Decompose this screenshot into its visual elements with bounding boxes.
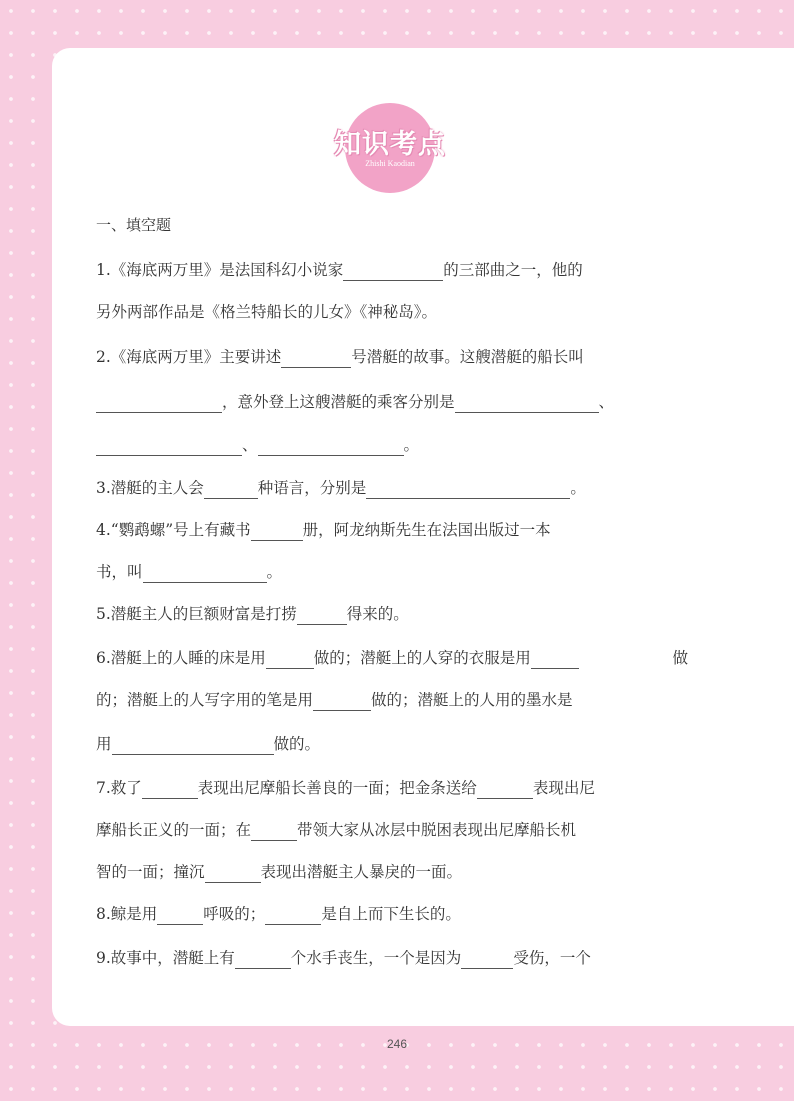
question-7-line-3: 智的一面；撞沉 表现出潜艇主人暴戾的一面。 [96, 863, 463, 881]
blank-field[interactable] [313, 692, 371, 711]
question-4-line-1: 4.“鹦鹉螺”号上有藏书 册，阿龙纳斯先生在法国出版过一本 [96, 521, 551, 539]
blank-field[interactable] [235, 950, 291, 969]
blank-field[interactable] [477, 780, 533, 799]
question-2-line-3: 、 。 [96, 431, 688, 459]
blank-field[interactable] [143, 564, 267, 583]
question-8: 8.鲸是用 呼吸的； 是自上而下生长的。 [96, 905, 461, 923]
question-3: 3.潜艇的主人会 种语言，分别是 。 [96, 479, 586, 497]
question-2-line-2: ，意外登上这艘潜艇的乘客分别是 、 [96, 388, 688, 416]
question-1-line-1: 1.《海底两万里》是法国科幻小说家 的三部曲之一，他的 [96, 261, 583, 279]
question-6-line-1: 6.潜艇上的人睡的床是用 做的；潜艇上的人穿的衣服是用 做 [96, 649, 688, 667]
blank-field[interactable] [343, 262, 443, 281]
badge-subtitle: Zhishi Kaodian [365, 159, 415, 168]
question-6-line-2: 的；潜艇上的人写字用的笔是用 做的；潜艇上的人用的墨水是 [96, 691, 573, 709]
question-7-line-2: 摩船长正义的一面；在 带领大家从冰层中脱困表现出尼摩船长机 [96, 821, 577, 839]
blank-field[interactable] [461, 950, 513, 969]
blank-field[interactable] [455, 394, 599, 413]
blank-field[interactable] [251, 822, 297, 841]
badge-title: 知识考点 [334, 129, 446, 160]
section-heading: 一、填空题 [96, 216, 172, 234]
page-number: 246 [386, 1037, 408, 1051]
blank-field[interactable] [96, 394, 222, 413]
blank-field[interactable] [258, 437, 404, 456]
blank-field[interactable] [366, 480, 570, 499]
blank-field[interactable] [251, 522, 303, 541]
blank-field[interactable] [157, 906, 203, 925]
blank-field[interactable] [96, 437, 242, 456]
blank-field[interactable] [142, 780, 198, 799]
question-4-line-2: 书，叫 。 [96, 563, 283, 581]
blank-field[interactable] [297, 606, 347, 625]
question-2-line-1: 2.《海底两万里》主要讲述 号潜艇的故事。这艘潜艇的船长叫 [96, 348, 584, 366]
blank-field[interactable] [265, 906, 321, 925]
question-7-line-1: 7.救了 表现出尼摩船长善良的一面；把金条送给 表现出尼 [96, 779, 595, 797]
blank-field[interactable] [281, 349, 351, 368]
blank-field[interactable] [112, 736, 274, 755]
question-9-line-1: 9.故事中，潜艇上有 个水手丧生，一个是因为 受伤，一个 [96, 949, 591, 967]
blank-field[interactable] [531, 650, 579, 669]
question-5: 5.潜艇主人的巨额财富是打捞 得来的。 [96, 605, 409, 623]
blank-field[interactable] [204, 480, 258, 499]
question-1-line-2: 另外两部作品是《格兰特船长的儿女》《神秘岛》。 [96, 303, 438, 321]
question-6-line-3: 用 做的。 [96, 735, 321, 753]
blank-field[interactable] [266, 650, 314, 669]
blank-field[interactable] [205, 864, 261, 883]
